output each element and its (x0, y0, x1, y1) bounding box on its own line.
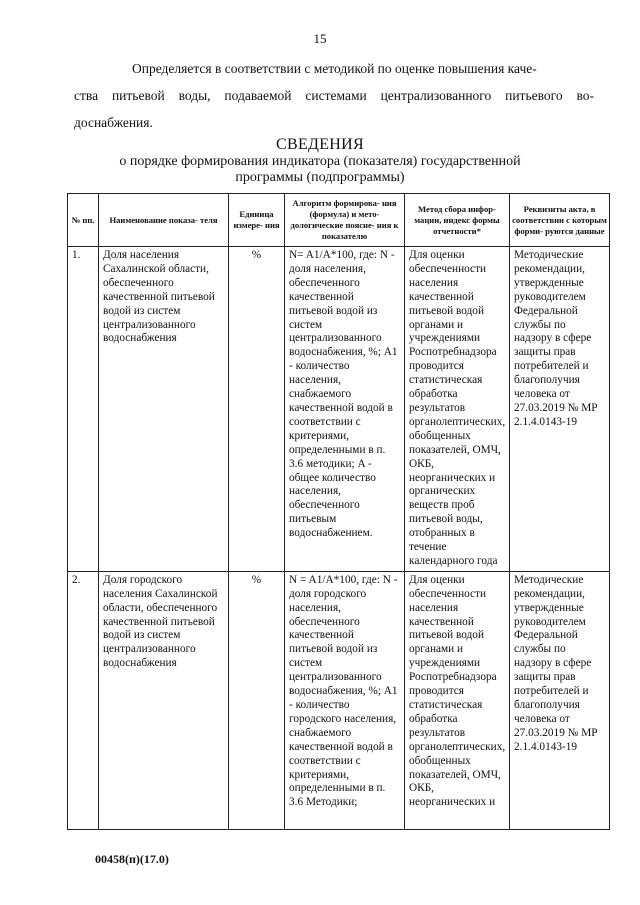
row-name: Доля населения Сахалинской области, обеспеченного качественной питьевой водой из систем централизованного водоснабжения (99, 247, 229, 572)
row-unit: % (229, 571, 285, 829)
section-heading (60, 135, 580, 186)
row-name: Доля городского населения Сахалинской области, обеспеченного качественной питьевой водой из систем централизованного водоснабжения (99, 571, 229, 829)
table-row (68, 247, 610, 572)
row-algorithm: N= A1/A*100, где: N - доля населения, обеспеченного качественной питьевой водой из систем централизованного водоснабжения, %; A1 - количество населения, снабжаемого качественной водой в соответствии с критериями, определенными в п. 3.6 методики; A - общее количество населения, обеспеченного питьевым водоснабжением. (285, 247, 405, 572)
row-algorithm: N = A1/A*100, где: N - доля городского населения, обеспеченного качественной питьевой водой из систем централизованного водоснабжения, %; A1 - количество городского населения, снабжаемого качественной водой в соответствии с критериями, определенными в п. 3.6 Методики; (285, 571, 405, 829)
header-unit: Единица измере- ния (229, 194, 285, 247)
heading-title: СВЕДЕНИЯ (276, 136, 364, 153)
header-algorithm: Алгоритм формирова- ния (формула) и мето- дологические поясне- ния к показателю (285, 194, 405, 247)
header-num: № пп. (68, 194, 99, 247)
row-num: 1. (68, 247, 99, 572)
row-num: 2. (68, 571, 99, 829)
header-name: Наименование показа- теля (99, 194, 229, 247)
intro-line-1: Определяется в соответствии с методикой по оценке повышения каче- (132, 61, 537, 76)
table-row (68, 571, 610, 829)
table-header-row (68, 194, 610, 247)
header-requisites: Реквизиты акта, в соответствии с которым форми- руются данные (510, 194, 610, 247)
row-method: Для оценки обеспеченности населения качественной питьевой водой органами и учреждениями Роспотребнадзора проводится статистическая обработка результатов органолептических, обобщенных показателей, ОМЧ, ОКБ, неорганических и органических веществ проб питьевой воды, отобранных в течение календарного года (405, 247, 510, 572)
heading-subtitle-2: программы (подпрограммы) (235, 170, 405, 185)
header-method: Метод сбора инфор- мации, индекс формы отчетности* (405, 194, 510, 247)
document-code: 00458(п)(17.0) (95, 852, 169, 866)
row-requisites: Методические рекомендации, утвержденные руководителем Федеральной службы по надзору в сфере защиты прав потребителей и благополучия человека от 27.03.2019 № МР 2.1.4.0143-19 (510, 571, 610, 829)
row-requisites: Методические рекомендации, утвержденные руководителем Федеральной службы по надзору в сфере защиты прав потребителей и благополучия человека от 27.03.2019 № МР 2.1.4.0143-19 (510, 247, 610, 572)
intro-line-rest: ства питьевой воды, подаваемой системами централизованного питьевого во- доснабжения. (74, 88, 594, 130)
intro-paragraph (74, 55, 594, 136)
indicator-table (67, 193, 610, 830)
page-number: 15 (313, 31, 327, 46)
heading-subtitle-1: о порядке формирования индикатора (показателя) государственной (119, 154, 521, 169)
row-method: Для оценки обеспеченности населения качественной питьевой водой органами и учреждениями Роспотребнадзора проводится статистическая обработка результатов органолептических, обобщенных показателей, ОМЧ, ОКБ, неорганических и (405, 571, 510, 829)
row-unit: % (229, 247, 285, 572)
